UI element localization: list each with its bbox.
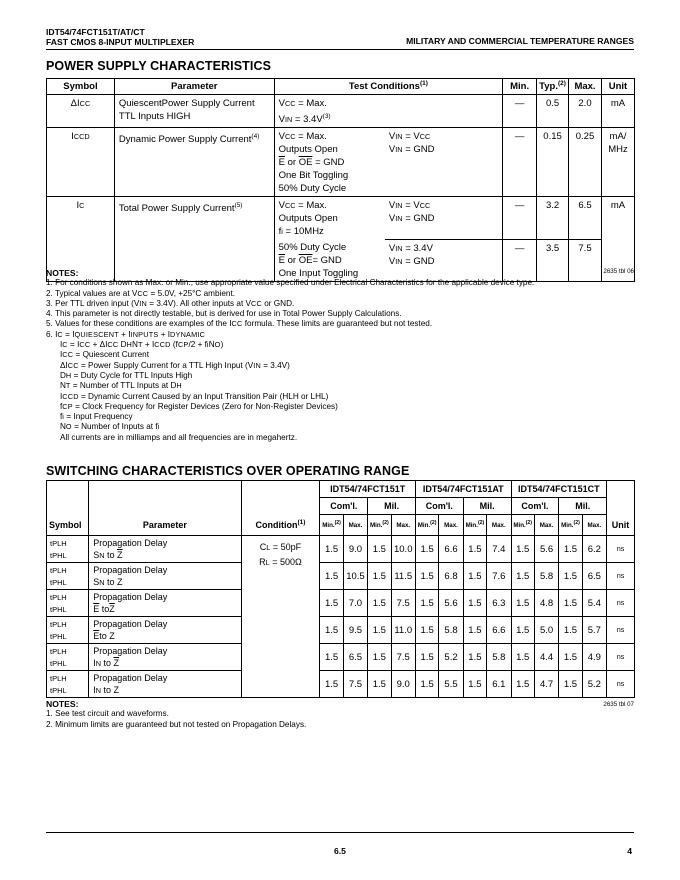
parameter-cell: Propagation Delay $\overline{E}$ $to\overline{Z}$ [89,590,241,617]
blank-cell [607,481,635,498]
max-value: 5.4 [582,590,606,617]
typ-cell: 3.5 [537,239,569,282]
blank-cell [241,498,320,515]
note-6-def: ICC = Quiescent Current [60,350,150,360]
max-value: 11.0 [391,617,415,644]
col-min: Min. [503,79,537,95]
min-value: 1.5 [511,644,534,671]
min-value: 1.5 [320,536,343,563]
min-header: Min.$^{(2)}$ [320,515,343,536]
section-number: 6.5 [334,846,346,856]
col-unit: Unit [601,79,634,95]
col-unit: Unit [607,515,635,536]
min-header: Min.$^{(2)}$ [368,515,391,536]
unit-cell: ns [607,590,635,617]
power-supply-table [46,78,635,282]
table-row [47,617,635,644]
column-header-row [47,515,635,536]
note-1: 1. See test circuit and waveforms. [46,709,169,719]
min-value: 1.5 [559,536,582,563]
table-row [47,563,635,590]
min-cell: — [503,128,537,197]
parameter-cell: Dynamic Power Supply Current$^{(4)}$ [114,128,274,197]
row-iccd [47,128,635,197]
row-delta-icc [47,95,635,128]
notes-heading: NOTES: [46,699,79,709]
col-condition: Condition$^{(1)}$ [241,515,320,536]
note-6-def: ΔICC = Power Supply Current for a TTL High Input (VIN = 3.4V) [60,360,290,370]
max-value: 4.9 [582,644,606,671]
blank-cell [241,481,320,498]
max-value: 5.2 [439,644,463,671]
blank-cell [607,498,635,515]
condition-left-cell: VCC = Max. Outputs Open $\overline{E}$ or $\overline{OE}$ = GND One Bit Toggling 50% Duty Cycle [274,128,385,197]
min-value: 1.5 [320,671,343,698]
unit-cell: ns [607,671,635,698]
doc-range-title: MILITARY AND COMMERCIAL TEMPERATURE RANGES [406,36,634,46]
min-value: 1.5 [320,644,343,671]
max-value: 5.8 [534,563,558,590]
max-value: 9.0 [391,671,415,698]
min-value: 1.5 [511,563,534,590]
device-header: IDT54/74FCT151T [320,481,416,498]
page-number: 4 [627,846,632,856]
max-value: 7.4 [487,536,511,563]
min-value: 1.5 [368,671,391,698]
condition-right-cell: VIN = 3.4V VIN = GND [385,239,503,282]
max-cell: 0.25 [569,128,602,197]
grade-header: Mil. [559,498,607,515]
table-tag: 2635 tbl 07 [603,701,634,708]
max-header: Max. [582,515,606,536]
parameter-cell: QuiescentPower Supply Current TTL Inputs HIGH [114,95,274,128]
unit-cell: ns [607,536,635,563]
grade-header: Mil. [368,498,416,515]
max-header: Max. [534,515,558,536]
unit-cell: mA [601,197,634,282]
switching-notes [46,699,306,730]
max-cell: 7.5 [569,239,602,282]
device-header: IDT54/74FCT151CT [511,481,607,498]
note-6-def: ICCD = Dynamic Current Caused by an Input Transition Pair (HLH or LHL) [60,391,329,401]
min-cell: — [503,95,537,128]
grade-header-row [47,498,635,515]
table-row [47,671,635,698]
condition-left-cell: VCC = Max. Outputs Open fi = 10MHz [274,197,385,240]
col-symbol: Symbol [47,515,89,536]
max-cell: 6.5 [569,197,602,240]
max-cell: 2.0 [569,95,602,128]
psc-notes [46,268,534,443]
max-value: 10.0 [391,536,415,563]
notes-heading: NOTES: [46,268,79,278]
parameter-cell: Propagation Delay IN to $\overline{Z}$ [89,644,241,671]
min-value: 1.5 [559,617,582,644]
parameter-cell: Propagation Delay $\overline{E}to$ Z [89,617,241,644]
blank-cell [89,481,241,498]
parameter-cell: Propagation Delay SN to Z [89,563,241,590]
col-test-conditions: Test Conditions$^{(1)}$ [274,79,503,95]
note-6-def: DH = Duty Cycle for TTL Inputs High [60,370,193,380]
max-value: 5.8 [439,617,463,644]
doc-description: FAST CMOS 8-INPUT MULTIPLEXER [46,37,195,47]
max-header: Max. [439,515,463,536]
psc-title: POWER SUPPLY CHARACTERISTICS [46,59,272,73]
blank-cell [47,498,89,515]
max-value: 9.0 [343,536,367,563]
min-value: 1.5 [415,590,438,617]
parameter-cell: Propagation Delay IN to Z [89,671,241,698]
min-value: 1.5 [368,617,391,644]
note-6-def: NT = Number of TTL Inputs at DH [60,381,182,391]
symbol-cell: IC [47,197,115,282]
footer-rule [46,832,634,833]
min-value: 1.5 [415,617,438,644]
min-value: 1.5 [368,563,391,590]
note-6-def: fi = Input Frequency [60,412,133,422]
symbol-cell: tPLH tPHL [47,536,89,563]
min-value: 1.5 [463,536,486,563]
col-symbol: Symbol [47,79,115,95]
max-value: 11.5 [391,563,415,590]
max-value: 7.5 [391,644,415,671]
symbol-cell: tPLH tPHL [47,671,89,698]
unit-cell: ns [607,617,635,644]
max-value: 6.1 [487,671,511,698]
unit-cell: mA/ MHz [601,128,634,197]
min-value: 1.5 [463,590,486,617]
min-value: 1.5 [463,617,486,644]
min-value: 1.5 [368,644,391,671]
grade-header: Com'l. [320,498,368,515]
max-header: Max. [487,515,511,536]
min-header: Min.$^{(2)}$ [511,515,534,536]
table-header-row [47,79,635,95]
parameter-cell: Propagation Delay SN to $\overline{Z}$ [89,536,241,563]
note-6-formula: IC = ICC + ΔICC DHNT + ICCD (fCP/2 + fiNO) [60,340,224,350]
max-value: 7.5 [391,590,415,617]
max-value: 6.6 [439,536,463,563]
min-value: 1.5 [463,563,486,590]
switching-title: SWITCHING CHARACTERISTICS OVER OPERATING RANGE [46,464,410,478]
max-value: 6.2 [582,536,606,563]
min-header: Min.$^{(2)}$ [463,515,486,536]
min-value: 1.5 [511,617,534,644]
min-value: 1.5 [559,590,582,617]
min-value: 1.5 [368,590,391,617]
min-value: 1.5 [511,590,534,617]
table-row [47,536,635,563]
max-value: 10.5 [343,563,367,590]
min-header: Min.$^{(2)}$ [415,515,438,536]
min-value: 1.5 [415,671,438,698]
condition-left-cell: 50% Duty Cycle $\overline{E}$ or $\overline{OE}=$ GND One Input Toggling [274,239,385,282]
max-value: 6.5 [582,563,606,590]
min-value: 1.5 [415,644,438,671]
min-value: 1.5 [463,671,486,698]
max-header: Max. [391,515,415,536]
min-value: 1.5 [415,536,438,563]
min-value: 1.5 [320,563,343,590]
switching-table [46,480,635,698]
header-rule [46,49,634,50]
min-value: 1.5 [511,671,534,698]
max-value: 5.7 [582,617,606,644]
doc-part-number: IDT54/74FCT151T/AT/CT [46,27,145,37]
col-typ: Typ.$^{(2)}$ [537,79,569,95]
max-value: 4.8 [534,590,558,617]
note-2: 2. Minimum limits are guaranteed but not tested on Propagation Delays. [46,719,307,729]
note-6-def: fCP = Clock Frequency for Register Devices (Zero for Non-Register Devices) [60,401,338,411]
table-row [47,644,635,671]
typ-cell: 0.5 [537,95,569,128]
min-value: 1.5 [511,536,534,563]
min-cell: — [503,239,537,282]
max-value: 7.6 [487,563,511,590]
min-value: 1.5 [415,563,438,590]
note-6-def: All currents are in milliamps and all frequencies are in megahertz. [60,432,298,442]
min-value: 1.5 [559,671,582,698]
blank-cell [47,481,89,498]
col-parameter: Parameter [89,515,241,536]
unit-cell: ns [607,644,635,671]
max-value: 7.5 [343,671,367,698]
max-value: 6.5 [343,644,367,671]
max-header: Max. [343,515,367,536]
symbol-cell: ICCD [47,128,115,197]
note-4: 4. This parameter is not directly testable, but is derived for use in Total Power Supply Calculations. [46,309,402,319]
condition-cell: VCC = Max. VIN = $3.4V^{(3)}$ [274,95,503,128]
symbol-cell: tPLH tPHL [47,644,89,671]
note-5: 5. Values for these conditions are examples of the ICC formula. These limits are guaranteed but not tested. [46,319,433,329]
symbol-cell: tPLH tPHL [47,617,89,644]
min-value: 1.5 [463,644,486,671]
device-header-row [47,481,635,498]
condition-cell: CL = 50pF RL = 500Ω [241,536,320,698]
col-parameter: Parameter [114,79,274,95]
max-value: 6.3 [487,590,511,617]
symbol-cell: tPLH tPHL [47,590,89,617]
max-value: 5.0 [534,617,558,644]
note-2: 2. Typical values are at VCC = 5.0V, +25°C ambient. [46,288,236,298]
condition-right-cell: VIN = VCC VIN = GND [385,197,503,240]
min-value: 1.5 [368,536,391,563]
note-6-def: NO = Number of Inputs at fi [60,422,160,432]
grade-header: Com'l. [415,498,463,515]
table-tag: 2635 tbl 06 [603,268,634,275]
col-max: Max. [569,79,602,95]
row-ic-a [47,197,635,240]
symbol-cell: ΔICC [47,95,115,128]
min-cell: — [503,197,537,240]
max-value: 4.4 [534,644,558,671]
condition-right-cell: VIN = VCC VIN = GND [385,128,503,197]
note-6: 6. IC = IQUIESCENT + IINPUTS + IDYNAMIC [46,329,206,339]
note-1: 1. For conditions shown as Max. or Min., use appropriate value specified under Electrical Characteristics for the applicable device type. [46,278,535,288]
max-value: 5.2 [582,671,606,698]
symbol-cell: tPLH tPHL [47,563,89,590]
max-value: 5.6 [439,590,463,617]
min-value: 1.5 [320,617,343,644]
max-value: 4.7 [534,671,558,698]
min-value: 1.5 [559,644,582,671]
min-header: Min.$^{(2)}$ [559,515,582,536]
parameter-cell: Total Power Supply Current$^{(5)}$ [114,197,274,282]
min-value: 1.5 [320,590,343,617]
grade-header: Mil. [463,498,511,515]
typ-cell: 3.2 [537,197,569,240]
max-value: 7.0 [343,590,367,617]
typ-cell: 0.15 [537,128,569,197]
max-value: 6.6 [487,617,511,644]
device-header: IDT54/74FCT151AT [415,481,511,498]
max-value: 5.8 [487,644,511,671]
max-value: 6.8 [439,563,463,590]
max-value: 9.5 [343,617,367,644]
grade-header: Com'l. [511,498,559,515]
min-value: 1.5 [559,563,582,590]
unit-cell: ns [607,563,635,590]
blank-cell [89,498,241,515]
note-3: 3. Per TTL driven input (VIN = 3.4V). All other inputs at VCC or GND. [46,298,295,308]
table-row [47,590,635,617]
max-value: 5.6 [534,536,558,563]
max-value: 5.5 [439,671,463,698]
unit-cell: mA [601,95,634,128]
